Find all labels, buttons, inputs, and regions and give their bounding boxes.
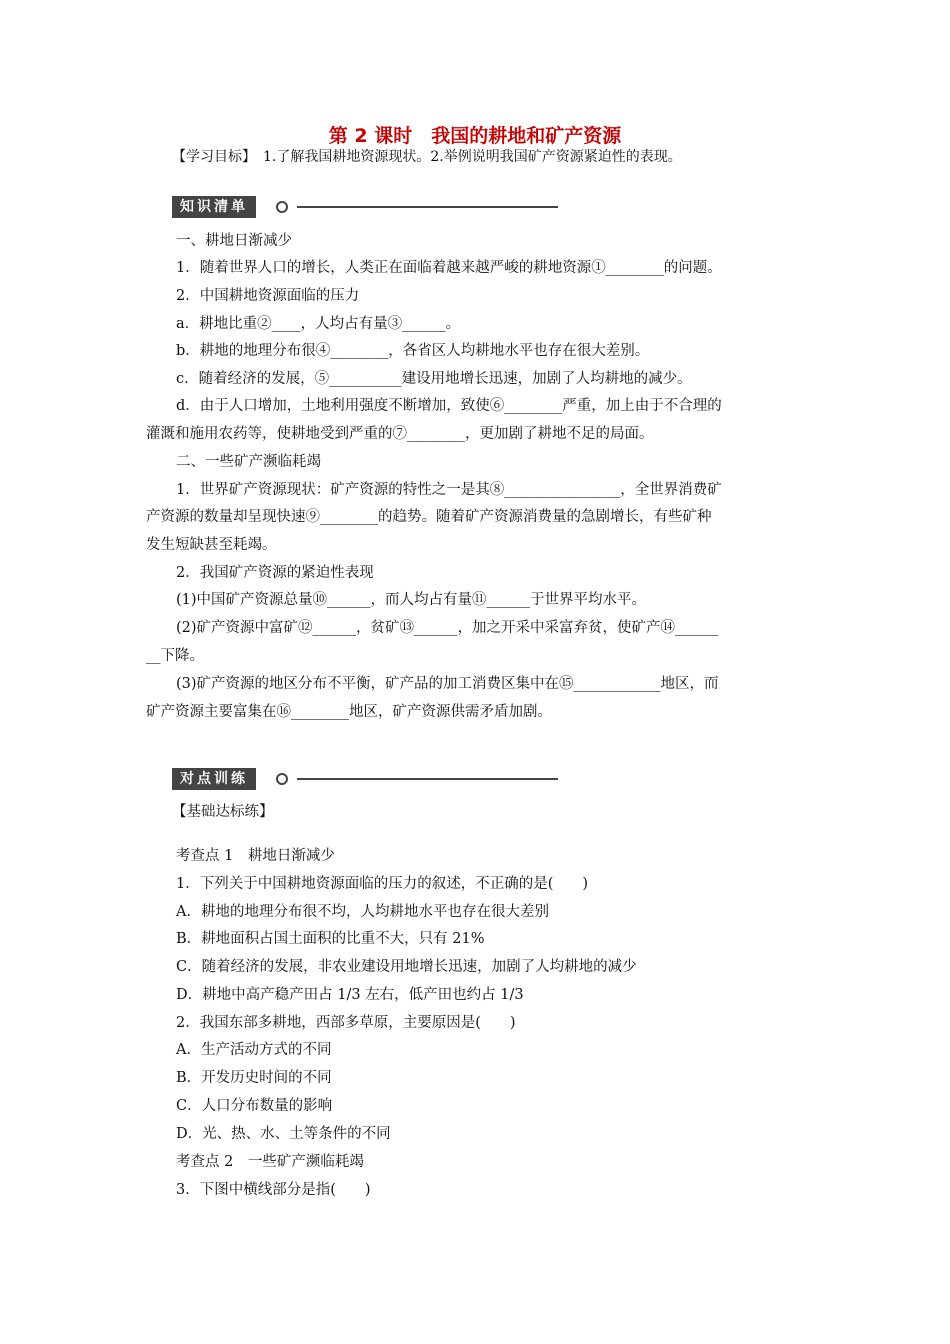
banner-label: 知识清单 (172, 196, 256, 218)
option-line: C．随着经济的发展，非农业建设用地增长迅速，加剧了人均耕地的减少 (176, 959, 637, 975)
topic-heading: 考查点 1 耕地日渐减少 (176, 848, 335, 864)
text-line: 1．世界矿产资源现状：矿产资源的特性之一是其⑧________________，全世界消费矿 (176, 482, 722, 498)
text-line: __下降。 (146, 648, 204, 664)
text-line: (3)矿产资源的地区分布不平衡，矿产品的加工消费区集中在⑮____________地区，而 (176, 676, 719, 692)
text-line: a．耕地比重②____，人均占有量③______。 (176, 316, 461, 332)
learning-goal: 【学习目标】 1.了解我国耕地资源现状。2.举例说明我国矿产资源紧迫性的表现。 (172, 149, 682, 165)
text-line: 产资源的数量却呈现快速⑨________的趋势。随着矿产资源消费量的急剧增长，有些矿种 (146, 509, 712, 525)
text-line: c．随着经济的发展，⑤__________建设用地增长迅速，加剧了人均耕地的减少。 (176, 371, 692, 387)
option-line: C．人口分布数量的影响 (176, 1098, 333, 1114)
option-line: D．光、热、水、土等条件的不同 (176, 1126, 391, 1142)
text-line: (1)中国矿产资源总量⑩______，而人均占有量⑪______于世界平均水平。 (176, 592, 647, 608)
subsection-heading: 【基础达标练】 (172, 804, 274, 820)
banner-label: 对点训练 (172, 768, 256, 790)
banner-dot-icon (276, 201, 288, 213)
text-line: b．耕地的地理分布很④________，各省区人均耕地水平也存在很大差别。 (176, 343, 650, 359)
option-line: A．耕地的地理分布很不均，人均耕地水平也存在很大差别 (176, 904, 549, 920)
question-line: 1．下列关于中国耕地资源面临的压力的叙述，不正确的是( ) (176, 876, 589, 892)
option-line: B．开发历史时间的不同 (176, 1070, 332, 1086)
banner-dot-icon (276, 773, 288, 785)
question-line: 3．下图中横线部分是指( ) (176, 1182, 371, 1198)
question-line: 2．我国东部多耕地，西部多草原，主要原因是( ) (176, 1015, 516, 1031)
text-line: 矿产资源主要富集在⑯________地区，矿产资源供需矛盾加剧。 (146, 704, 552, 720)
text-line: (2)矿产资源中富矿⑫______，贫矿⑬______，加之开采中采富弃贫，使矿产⑭______ (176, 620, 719, 636)
heading-line: 一、耕地日渐减少 (176, 233, 292, 249)
text-line: d．由于人口增加，土地利用强度不断增加，致使⑥________严重，加上由于不合理的 (176, 398, 722, 414)
text-line: 发生短缺甚至耗竭。 (146, 537, 277, 553)
text-line: 1．随着世界人口的增长，人类正在面临着越来越严峻的耕地资源①________的问题。 (176, 260, 722, 276)
text-line: 2．中国耕地资源面临的压力 (176, 288, 360, 304)
text-line: 灌溉和施用农药等，使耕地受到严重的⑦________，更加剧了耕地不足的局面。 (146, 426, 654, 442)
section-banner-knowledge (172, 196, 558, 222)
topic-heading: 考查点 2 一些矿产濒临耗竭 (176, 1154, 364, 1170)
section-banner-practice (172, 768, 558, 794)
banner-rule (297, 778, 558, 780)
heading-line: 二、一些矿产濒临耗竭 (176, 454, 321, 470)
option-line: B．耕地面积占国土面积的比重不大，只有 21% (176, 931, 485, 947)
page-title: 第 2 课时 我国的耕地和矿产资源 (328, 125, 622, 147)
option-line: A．生产活动方式的不同 (176, 1042, 332, 1058)
banner-rule (297, 206, 558, 208)
option-line: D．耕地中高产稳产田占 1/3 左右，低产田也约占 1/3 (176, 987, 524, 1003)
text-line: 2．我国矿产资源的紧迫性表现 (176, 565, 374, 581)
